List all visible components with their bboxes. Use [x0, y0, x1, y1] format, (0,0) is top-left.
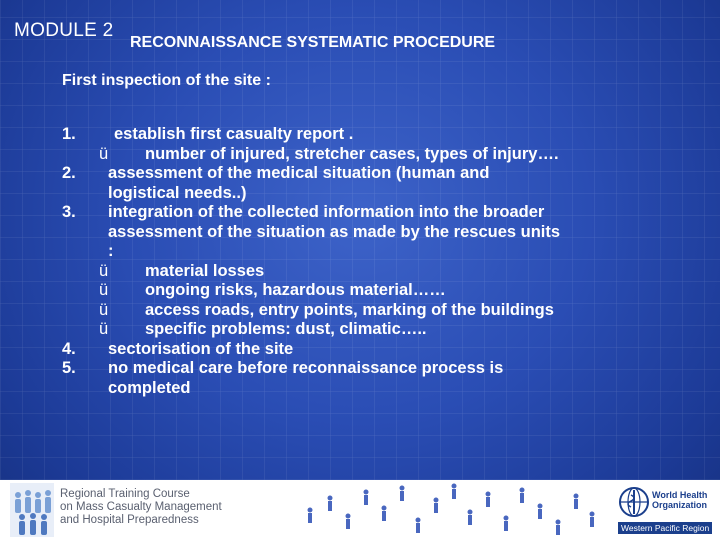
who-name-line: Organization [652, 500, 708, 510]
item-text: no medical care before reconnaissance process is [108, 359, 504, 377]
item-text: assessment of the medical situation (human and [108, 164, 490, 182]
checkmark-icon: ü [99, 281, 109, 299]
checkmark-icon: ü [99, 300, 109, 319]
procedure-list [62, 125, 702, 398]
item-number: 4. [62, 339, 76, 358]
list-item [62, 281, 702, 301]
course-line: Regional Training Course [60, 488, 190, 500]
crowd-silhouettes-decoration [300, 480, 600, 540]
list-item [62, 340, 702, 360]
course-name [60, 488, 222, 527]
list-item [62, 379, 702, 399]
item-number: 2. [62, 164, 76, 182]
item-text: material losses [145, 261, 265, 280]
item-text: number of injured, stretcher cases, types of injury…. [145, 144, 559, 163]
item-number: 3. [62, 203, 76, 221]
item-text: sectorisation of the site [108, 339, 294, 358]
item-number: 1. [62, 125, 76, 143]
checkmark-icon: ü [99, 144, 109, 163]
list-item [62, 164, 702, 184]
list-item [62, 262, 702, 282]
who-name-line: World Health [652, 490, 708, 500]
list-item [62, 203, 702, 223]
list-item [62, 184, 702, 204]
item-text: integration of the collected information into the broader [108, 203, 545, 221]
slide-title: RECONNAISSANCE SYSTEMATIC PROCEDURE [130, 34, 496, 51]
item-text: : [108, 242, 114, 260]
list-item [62, 125, 702, 145]
who-emblem-icon [618, 486, 650, 518]
who-region-label: Western Pacific Region [618, 522, 712, 534]
list-item [62, 242, 702, 262]
item-text: establish first casualty report . [114, 125, 354, 143]
list-item [62, 359, 702, 379]
course-line: and Hospital Preparedness [60, 514, 199, 526]
list-item [62, 145, 702, 165]
course-line: on Mass Casualty Management [60, 501, 222, 513]
item-text: completed [108, 378, 191, 397]
checkmark-icon: ü [99, 320, 109, 338]
item-text: logistical needs..) [108, 183, 247, 202]
checkmark-icon: ü [99, 261, 109, 280]
subheading: First inspection of the site : [62, 72, 271, 89]
item-text: assessment of the situation as made by the rescues units [108, 222, 561, 241]
item-text: access roads, entry points, marking of the buildings [145, 300, 554, 319]
list-item [62, 301, 702, 321]
who-name [652, 490, 707, 510]
item-text: ongoing risks, hazardous material…… [145, 281, 446, 299]
item-number: 5. [62, 359, 76, 377]
list-item [62, 223, 702, 243]
module-label: MODULE 2 [14, 20, 114, 41]
list-item [62, 320, 702, 340]
training-course-figures-icon [10, 483, 54, 537]
item-text: specific problems: dust, climatic….. [145, 320, 427, 338]
